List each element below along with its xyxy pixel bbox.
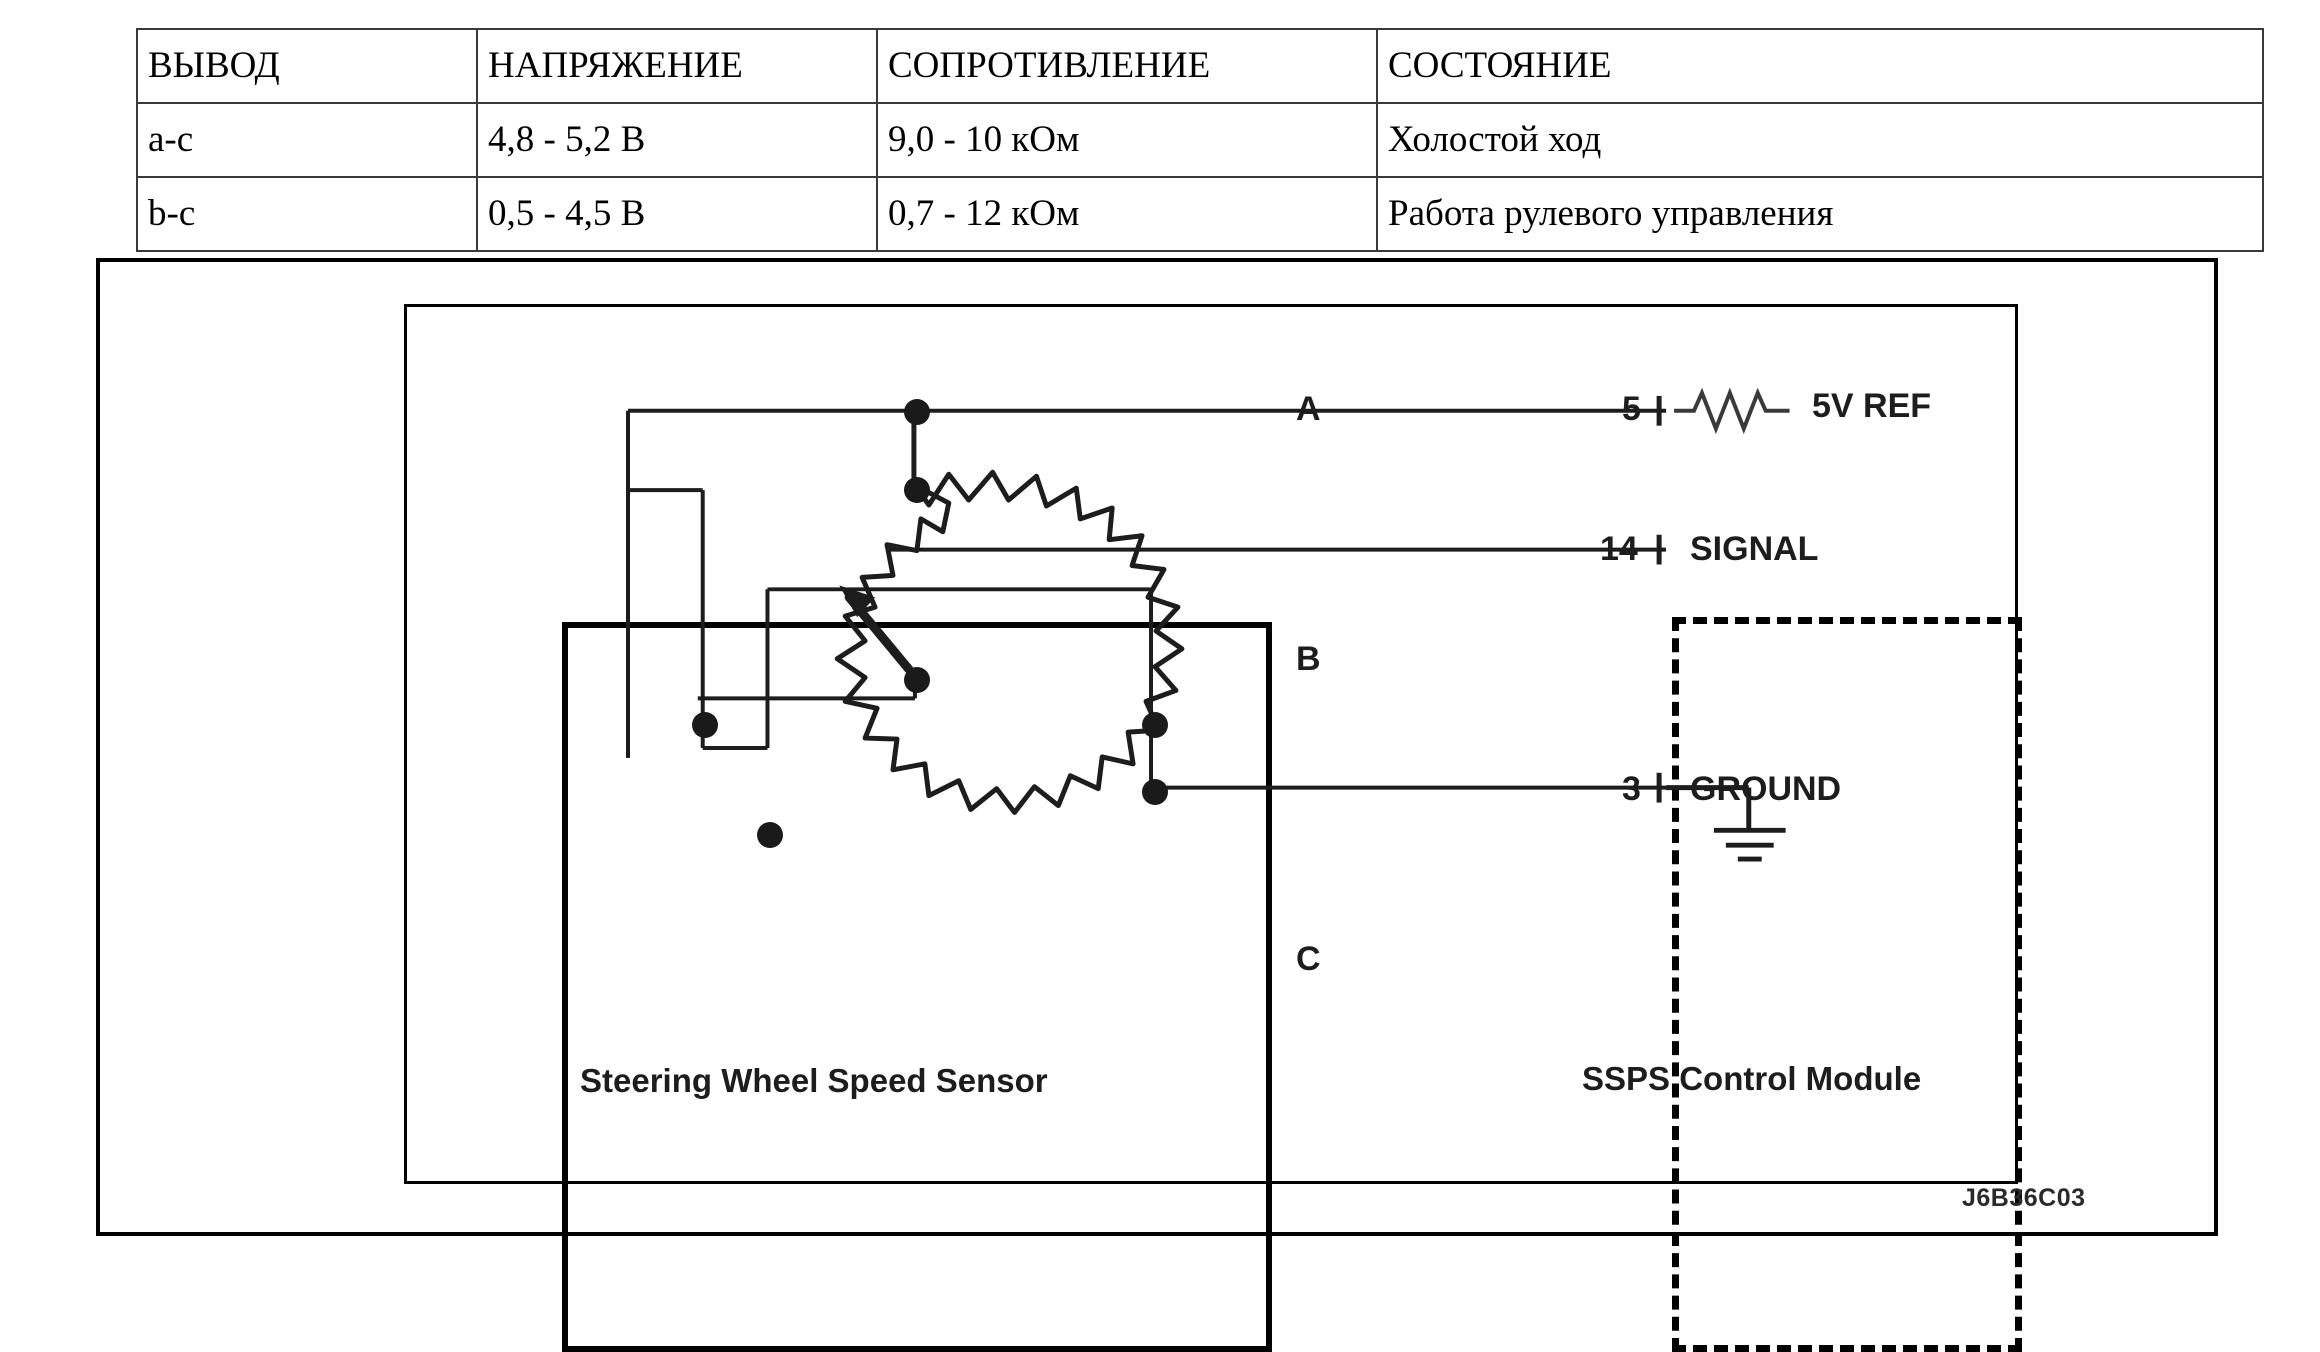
pin-label-5: 5 (1622, 390, 1641, 428)
junction-dot-left (692, 712, 718, 738)
module-caption: SSPS Control Module (1582, 1060, 1922, 1097)
junction-dot-c (1142, 779, 1168, 805)
pin-label-14: 14 (1600, 530, 1638, 568)
junction-dot-a-top (904, 399, 930, 425)
junction-dot-bottom (757, 822, 783, 848)
cell-terminal: a-c (137, 103, 477, 177)
terminal-label-c: C (1296, 940, 1321, 978)
wiring-diagram-frame (96, 258, 2218, 1236)
junction-dot-right (1142, 712, 1168, 738)
signal-label-ground: GROUND (1690, 770, 1842, 808)
cell-resistance: 0,7 - 12 кОм (877, 177, 1377, 251)
column-header-condition: СОСТОЯНИЕ (1377, 29, 2263, 103)
table-row (137, 177, 2263, 251)
pin-label-3: 3 (1622, 770, 1641, 808)
table-header-row (137, 29, 2263, 103)
cell-voltage: 4,8 - 5,2 В (477, 103, 877, 177)
specification-table (136, 28, 2264, 252)
cell-condition: Холостой ход (1377, 103, 2263, 177)
cell-voltage: 0,5 - 4,5 В (477, 177, 877, 251)
junction-dot-a-winding (904, 477, 930, 503)
column-header-resistance: СОПРОТИВЛЕНИЕ (877, 29, 1377, 103)
sensor-caption: Steering Wheel Speed Sensor (580, 1062, 1048, 1099)
column-header-terminal: ВЫВОД (137, 29, 477, 103)
table-row (137, 103, 2263, 177)
cell-condition: Работа рулевого управления (1377, 177, 2263, 251)
column-header-voltage: НАПРЯЖЕНИЕ (477, 29, 877, 103)
ssps-control-module-box (1672, 617, 2022, 1352)
signal-label-signal: SIGNAL (1690, 530, 1819, 568)
cell-terminal: b-c (137, 177, 477, 251)
cell-resistance: 9,0 - 10 кОм (877, 103, 1377, 177)
junction-dot-wiper (904, 667, 930, 693)
terminal-label-b: B (1296, 640, 1321, 678)
terminal-label-a: A (1296, 390, 1321, 428)
signal-label-5v-ref: 5V REF (1812, 387, 1932, 425)
figure-code-label: J6B36C03 (1962, 1184, 2086, 1212)
